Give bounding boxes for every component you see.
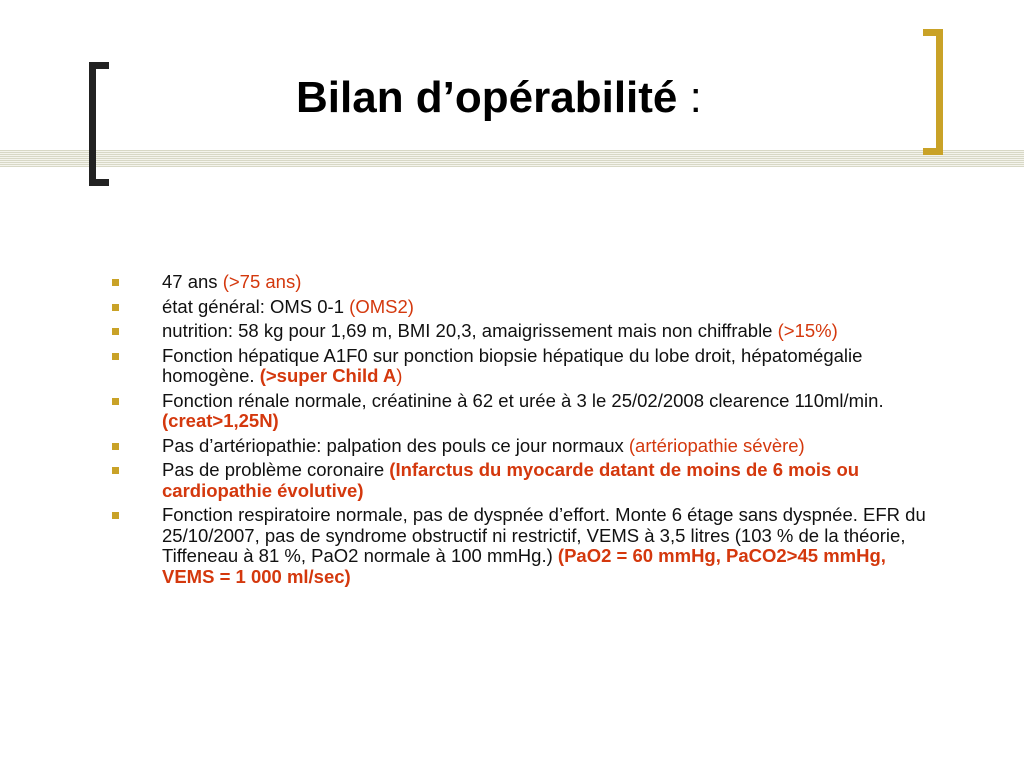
slide-title-text: Bilan d’opérabilité [296,73,678,122]
list-item [112,321,942,342]
item-threshold: (OMS2) [349,295,414,317]
slide-title [296,68,702,128]
square-bullet-icon [112,328,119,335]
item-threshold: (>75 ans) [222,271,302,292]
item-text: 47 ans [162,271,223,292]
item-text: Pas de problème coronaire [162,459,390,480]
item-text: nutrition: 58 kg pour 1,69 m, BMI 20,3, amaigrissement mais non chiffrable [162,320,778,341]
item-text: Fonction hépatique A1F0 sur ponction biopsie hépatique du lobe droit, hépatomégalie homogène. [162,344,863,386]
list-item [112,272,942,293]
square-bullet-icon [112,353,119,360]
item-threshold: (>15%) [777,320,838,341]
criteria-list [112,272,942,591]
list-item [112,391,942,432]
item-threshold: (creat>1,25N) [162,410,279,431]
item-text: Pas d’artériopathie: palpation des pouls ce jour normaux [162,434,629,456]
square-bullet-icon [112,467,119,474]
square-bullet-icon [112,398,119,405]
item-threshold: (PaO2 = 60 mmHg, PaCO2>45 mmHg, VEMS = 1 000 ml/sec) [162,545,886,587]
square-bullet-icon [112,304,119,311]
left-bracket-decoration [89,62,109,186]
list-item [112,460,942,501]
item-threshold: (>super Child A [259,365,397,386]
item-text: Fonction respiratoire normale, pas de dyspnée d’effort. Monte 6 étage sans dyspnée. EFR du 25/10/2007, pas de syndrome obstructif ni restrictif, VEMS à 3,5 litres (103 % de la théorie, Tiffeneau à 81 %, PaO2 normale à 100 mmHg.) [162,504,926,566]
list-item [112,505,942,587]
list-item [112,346,942,387]
square-bullet-icon [112,512,119,519]
list-item [112,297,942,318]
slide-title-suffix: : [677,73,702,122]
square-bullet-icon [112,443,119,450]
item-after: ) [396,365,403,386]
square-bullet-icon [112,279,119,286]
item-threshold: (artériopathie sévère) [628,434,805,456]
right-bracket-decoration [923,29,943,155]
item-text: état général: OMS 0-1 [162,295,350,317]
item-threshold: (Infarctus du myocarde datant de moins de 6 mois ou cardiopathie évolutive) [162,459,860,501]
header-stripe [0,150,1024,167]
list-item [112,436,942,457]
item-text: Fonction rénale normale, créatinine à 62 et urée à 3 le 25/02/2008 clearence 110ml/min. [162,389,884,411]
